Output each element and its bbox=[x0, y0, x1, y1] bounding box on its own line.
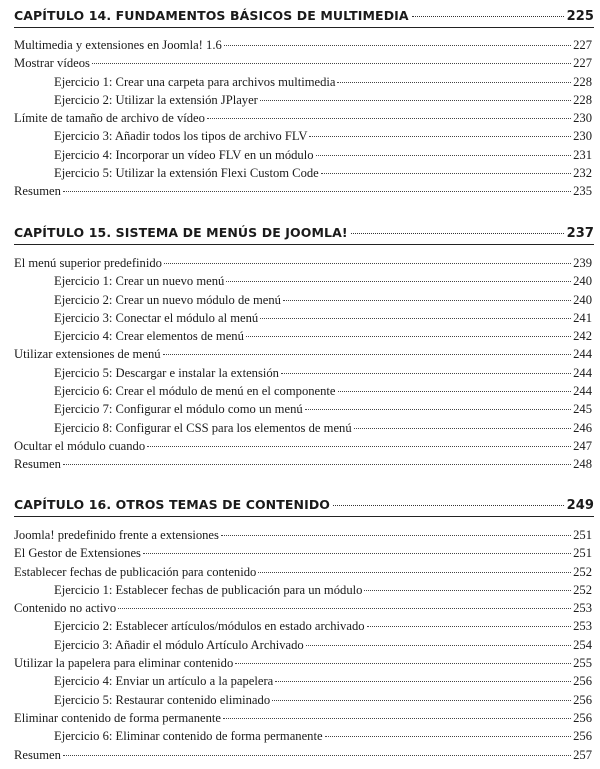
chapter-entries bbox=[14, 256, 592, 476]
dot-leader bbox=[246, 336, 571, 337]
entry-title: Ejercicio 3: Conectar el módulo al menú bbox=[54, 310, 259, 325]
entry-page-number: 241 bbox=[573, 310, 592, 325]
entry-page-number: 255 bbox=[573, 656, 592, 671]
entry-page-number: 244 bbox=[573, 384, 592, 399]
entry-page-number: 254 bbox=[573, 637, 592, 652]
entry-title: Ejercicio 2: Establecer artículos/módulos en estado archivado bbox=[54, 619, 365, 634]
toc-subentry bbox=[14, 583, 592, 601]
dot-leader bbox=[325, 736, 572, 737]
chapter-entries bbox=[14, 38, 592, 203]
dot-leader bbox=[63, 464, 571, 465]
dot-leader bbox=[309, 136, 571, 137]
toc-subentry bbox=[14, 619, 592, 637]
toc-entry bbox=[14, 546, 592, 564]
entry-title: Ejercicio 1: Crear una carpeta para archivos multimedia bbox=[54, 74, 336, 89]
dot-leader bbox=[333, 505, 564, 506]
dot-leader bbox=[163, 354, 572, 355]
dot-leader bbox=[321, 173, 571, 174]
toc-subentry bbox=[14, 329, 592, 347]
toc-entry bbox=[14, 111, 592, 129]
dot-leader bbox=[147, 446, 571, 447]
dot-leader bbox=[226, 281, 571, 282]
dot-leader bbox=[223, 718, 571, 719]
entry-page-number: 235 bbox=[573, 184, 592, 199]
dot-leader bbox=[337, 82, 571, 83]
entry-title: Ejercicio 7: Configurar el módulo como un menú bbox=[54, 402, 303, 417]
entry-title: Ejercicio 6: Crear el módulo de menú en el componente bbox=[54, 384, 336, 399]
dot-leader bbox=[338, 391, 572, 392]
entry-title: Ejercicio 4: Enviar un artículo a la papelera bbox=[54, 674, 274, 689]
entry-page-number: 256 bbox=[573, 674, 592, 689]
entry-title: Ejercicio 8: Configurar el CSS para los elementos de menú bbox=[54, 420, 352, 435]
entry-title: Eliminar contenido de forma permanente bbox=[14, 710, 222, 725]
dot-leader bbox=[364, 590, 571, 591]
entry-title: Ejercicio 4: Incorporar un vídeo FLV en un módulo bbox=[54, 147, 314, 162]
toc-subentry bbox=[14, 384, 592, 402]
entry-page-number: 231 bbox=[573, 147, 592, 162]
chapter-heading bbox=[14, 8, 594, 28]
dot-leader bbox=[305, 409, 571, 410]
entry-title: Ejercicio 1: Crear un nuevo menú bbox=[54, 274, 225, 289]
entry-title: Límite de tamaño de archivo de vídeo bbox=[14, 111, 205, 126]
entry-page-number: 244 bbox=[573, 347, 592, 362]
toc-subentry bbox=[14, 638, 592, 656]
toc-entry bbox=[14, 184, 592, 202]
toc-entry bbox=[14, 56, 592, 74]
entry-page-number: 251 bbox=[573, 528, 592, 542]
entry-page-number: 256 bbox=[573, 710, 592, 725]
dot-leader bbox=[207, 118, 571, 119]
entry-title: Ejercicio 5: Utilizar la extensión Flexi Custom Code bbox=[54, 166, 319, 181]
toc-subentry bbox=[14, 366, 592, 384]
entry-page-number: 252 bbox=[573, 564, 592, 579]
entry-title: Joomla! predefinido frente a extensiones bbox=[14, 528, 219, 542]
entry-page-number: 239 bbox=[573, 256, 592, 270]
toc-subentry bbox=[14, 75, 592, 93]
dot-leader bbox=[275, 681, 571, 682]
dot-leader bbox=[221, 535, 571, 536]
entry-page-number: 230 bbox=[573, 111, 592, 126]
chapter-title: CAPÍTULO 14. FUNDAMENTOS BÁSICOS DE MULTIMEDIA bbox=[14, 8, 409, 23]
dot-leader bbox=[63, 191, 571, 192]
dot-leader bbox=[260, 318, 571, 319]
dot-leader bbox=[258, 572, 571, 573]
entry-title: Ejercicio 2: Crear un nuevo módulo de menú bbox=[54, 292, 281, 307]
entry-title: Ejercicio 5: Restaurar contenido eliminado bbox=[54, 692, 271, 707]
entry-title: El menú superior predefinido bbox=[14, 256, 162, 270]
chapter-heading bbox=[14, 497, 594, 517]
entry-title: Ejercicio 3: Añadir el módulo Artículo Archivado bbox=[54, 637, 304, 652]
dot-leader bbox=[281, 373, 571, 374]
toc-entry bbox=[14, 38, 592, 56]
toc-entry bbox=[14, 457, 592, 475]
chapter-heading bbox=[14, 225, 594, 245]
chapter-title: CAPÍTULO 15. SISTEMA DE MENÚS DE JOOMLA! bbox=[14, 225, 348, 240]
entry-page-number: 253 bbox=[573, 601, 592, 616]
entry-page-number: 251 bbox=[573, 546, 592, 561]
entry-title: El Gestor de Extensiones bbox=[14, 546, 141, 561]
entry-page-number: 227 bbox=[573, 38, 592, 52]
toc-entry bbox=[14, 439, 592, 457]
entry-page-number: 252 bbox=[573, 582, 592, 597]
entry-title: Multimedia y extensiones en Joomla! 1.6 bbox=[14, 38, 222, 52]
entry-page-number: 228 bbox=[573, 92, 592, 107]
entry-title: Utilizar la papelera para eliminar contenido bbox=[14, 656, 234, 671]
entry-title: Contenido no activo bbox=[14, 601, 117, 616]
toc-subentry bbox=[14, 674, 592, 692]
dot-leader bbox=[351, 233, 564, 234]
toc-entry bbox=[14, 711, 592, 729]
entry-title: Establecer fechas de publicación para contenido bbox=[14, 564, 257, 579]
entry-page-number: 228 bbox=[573, 74, 592, 89]
dot-leader bbox=[283, 300, 571, 301]
entry-page-number: 245 bbox=[573, 402, 592, 417]
toc-subentry bbox=[14, 729, 592, 747]
dot-leader bbox=[316, 155, 572, 156]
entry-page-number: 256 bbox=[573, 729, 592, 744]
chapter-entries bbox=[14, 528, 592, 766]
toc-entry bbox=[14, 528, 592, 546]
entry-page-number: 232 bbox=[573, 166, 592, 181]
toc-subentry bbox=[14, 148, 592, 166]
toc-entry bbox=[14, 347, 592, 365]
dot-leader bbox=[354, 428, 571, 429]
toc-subentry bbox=[14, 129, 592, 147]
entry-page-number: 242 bbox=[573, 329, 592, 344]
dot-leader bbox=[367, 626, 572, 627]
entry-title: Utilizar extensiones de menú bbox=[14, 347, 161, 362]
entry-page-number: 253 bbox=[573, 619, 592, 634]
dot-leader bbox=[306, 645, 571, 646]
entry-title: Mostrar vídeos bbox=[14, 56, 90, 71]
toc-entry bbox=[14, 256, 592, 274]
dot-leader bbox=[164, 263, 571, 264]
dot-leader bbox=[143, 553, 571, 554]
chapter-page-number: 225 bbox=[566, 9, 594, 24]
chapter-page-number: 249 bbox=[566, 498, 594, 513]
entry-page-number: 248 bbox=[573, 457, 592, 472]
entry-page-number: 247 bbox=[573, 438, 592, 453]
dot-leader bbox=[92, 63, 571, 64]
entry-title: Ocultar el módulo cuando bbox=[14, 438, 146, 453]
entry-page-number: 240 bbox=[573, 274, 592, 289]
entry-title: Ejercicio 6: Eliminar contenido de forma permanente bbox=[54, 729, 323, 744]
dot-leader bbox=[412, 16, 564, 17]
toc-entry bbox=[14, 565, 592, 583]
entry-page-number: 227 bbox=[573, 56, 592, 71]
entry-page-number: 230 bbox=[573, 129, 592, 144]
toc-subentry bbox=[14, 166, 592, 184]
dot-leader bbox=[235, 663, 571, 664]
toc-subentry bbox=[14, 421, 592, 439]
toc-entry bbox=[14, 656, 592, 674]
entry-page-number: 240 bbox=[573, 292, 592, 307]
entry-page-number: 257 bbox=[573, 747, 592, 762]
toc-subentry bbox=[14, 274, 592, 292]
chapter-page-number: 237 bbox=[566, 226, 594, 241]
chapter-title: CAPÍTULO 16. OTROS TEMAS DE CONTENIDO bbox=[14, 497, 331, 512]
entry-title: Ejercicio 3: Añadir todos los tipos de archivo FLV bbox=[54, 129, 308, 144]
entry-title: Resumen bbox=[14, 747, 61, 762]
entry-title: Ejercicio 4: Crear elementos de menú bbox=[54, 329, 244, 344]
dot-leader bbox=[118, 608, 571, 609]
toc-subentry bbox=[14, 402, 592, 420]
entry-title: Resumen bbox=[14, 184, 61, 199]
toc-entry bbox=[14, 601, 592, 619]
entry-title: Ejercicio 5: Descargar e instalar la extensión bbox=[54, 365, 279, 380]
entry-page-number: 256 bbox=[573, 692, 592, 707]
dot-leader bbox=[63, 755, 571, 756]
dot-leader bbox=[272, 700, 571, 701]
toc-entry bbox=[14, 748, 592, 766]
toc-subentry bbox=[14, 311, 592, 329]
toc-subentry bbox=[14, 693, 592, 711]
toc-subentry bbox=[14, 93, 592, 111]
entry-title: Ejercicio 2: Utilizar la extensión JPlayer bbox=[54, 92, 258, 107]
dot-leader bbox=[260, 100, 571, 101]
entry-page-number: 246 bbox=[573, 420, 592, 435]
entry-page-number: 244 bbox=[573, 365, 592, 380]
toc-subentry bbox=[14, 293, 592, 311]
dot-leader bbox=[224, 45, 571, 46]
entry-title: Ejercicio 1: Establecer fechas de publicación para un módulo bbox=[54, 582, 363, 597]
entry-title: Resumen bbox=[14, 457, 61, 472]
